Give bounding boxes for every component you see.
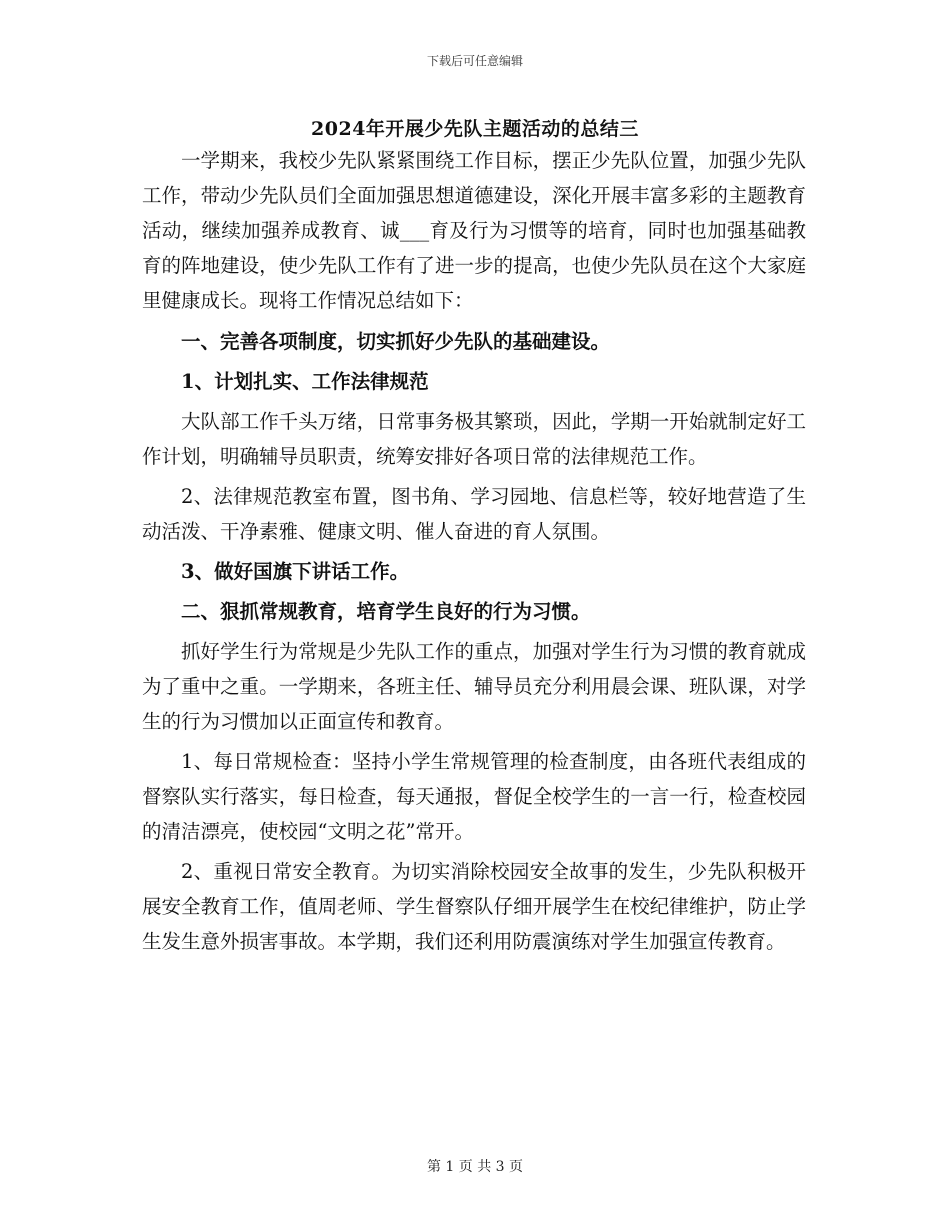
intro-paragraph: 一学期来，我校少先队紧紧围绕工作目标，摆正少先队位置，加强少先队工作，带动少先队员们全面加强思想道德建设，深化开展丰富多彩的主题教育活动，继续加强养成教育、诚___育及行为习惯等的培育，同时也加强基础教育的阵地建设，使少先队工作有了进一步的提高，也使少先队员在这个大家庭里健康成长。现将工作情况总结如下：	[142, 149, 806, 312]
page-footer-page-number: 第 1 页 共 3 页	[426, 1159, 524, 1175]
section-2-intro-paragraph: 抓好学生行为常规是少先队工作的重点，加强对学生行为习惯的教育就成为了重中之重。一学期来，各班主任、辅导员充分利用晨会课、班队课，对学生的行为习惯加以正面宣传和教育。	[142, 640, 806, 733]
document-body	[142, 143, 806, 959]
section-2-heading: 二、狠抓常规教育，培育学生良好的行为习惯。	[181, 600, 591, 623]
section-2-item-2-paragraph: 2、重视日常安全教育。为切实消除校园安全故事的发生，少先队积极开展安全教育工作，值周老师、学生督察队仔细开展学生在校纪律维护，防止学生发生意外损害事故。本学期，我们还利用防震演练对学生加强宣传教育。	[142, 860, 806, 953]
section-1-sub-1-heading: 1、计划扎实、工作法律规范	[181, 370, 429, 393]
section-1-sub-1-paragraph: 大队部工作千头万绪，日常事务极其繁琐，因此，学期一开始就制定好工作计划，明确辅导员职责，统筹安排好各项日常的法律规范工作。	[142, 410, 806, 468]
section-1-sub-2-paragraph: 2、法律规范教室布置，图书角、学习园地、信息栏等，较好地营造了生动活泼、干净素雅、健康文明、催人奋进的育人氛围。	[142, 485, 806, 543]
document-title: 2024年开展少先队主题活动的总结三	[311, 118, 639, 140]
page-header-note: 下载后可任意编辑	[426, 54, 523, 68]
section-1-heading: 一、完善各项制度，切实抓好少先队的基础建设。	[181, 330, 611, 353]
section-1-sub-3-heading: 3、做好国旗下讲话工作。	[181, 560, 410, 583]
section-2-item-1-paragraph: 1、每日常规检查：坚持小学生常规管理的检查制度，由各班代表组成的督察队实行落实，每日检查，每天通报，督促全校学生的一言一行，检查校园的清洁漂亮，使校园“文明之花”常开。	[142, 750, 806, 843]
